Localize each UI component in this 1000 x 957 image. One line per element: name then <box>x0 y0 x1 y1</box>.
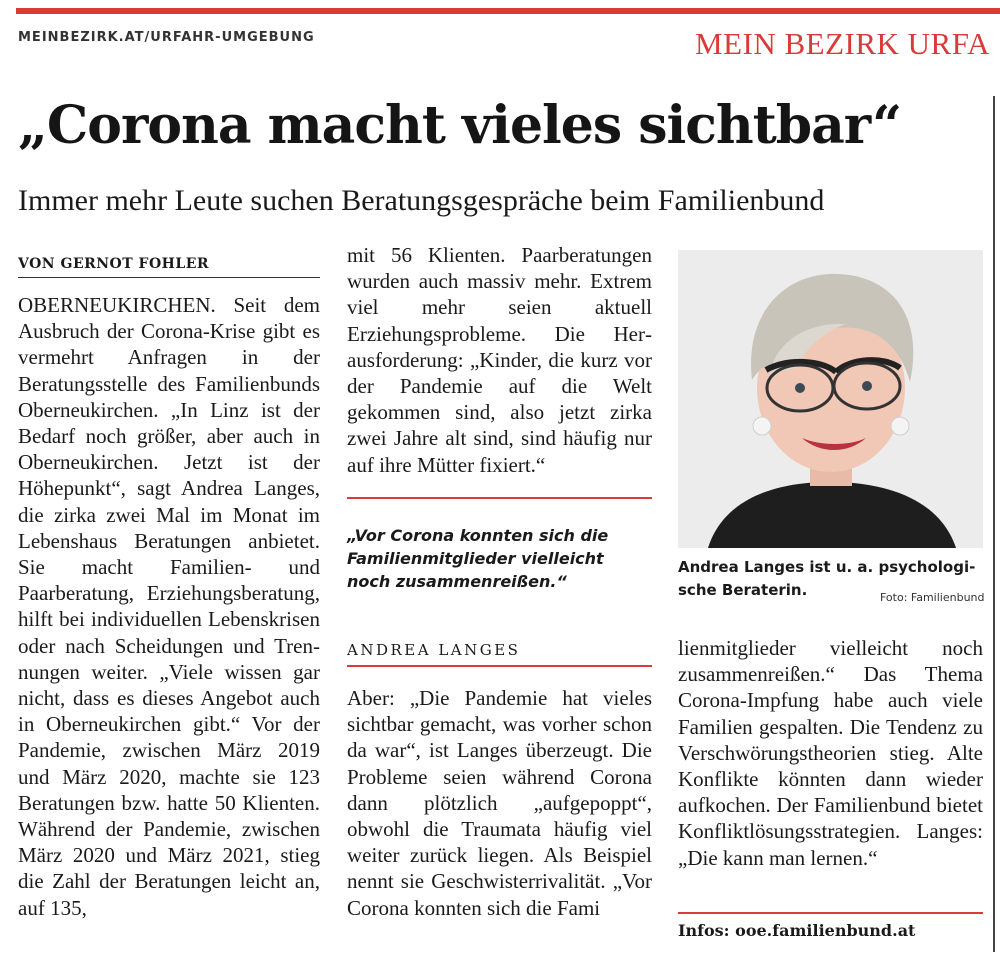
subheadline: Immer mehr Leute suchen Beratungsgespräche beim Familienbund <box>18 184 825 217</box>
site-url: MEINBEZIRK.AT/URFAHR-UMGEBUNG <box>18 30 315 45</box>
byline-divider <box>18 277 320 278</box>
byline: VON GERNOT FOHLER <box>18 256 210 272</box>
pull-quote-author: ANDREA LANGES <box>347 641 521 659</box>
article-column-2-top <box>347 242 652 478</box>
top-accent-bar <box>16 8 1000 14</box>
info-rule <box>678 912 983 914</box>
photo-caption: Andrea Langes ist u. a. psychologische Beraterin. <box>678 558 976 599</box>
page-edge-rule <box>993 96 995 952</box>
portrait-illustration <box>678 250 983 548</box>
body-text: OBERNEUKIRCHEN. Seit dem Ausbruch der Corona-Krise gibt es vermehrt Anfragen in der Beratungsstelle des Familienbunds Oberneukirchen. „In Linz ist der Bedarf noch größer, aber auch in Oberneukirchen. Jetzt ist der Höhepunkt“, sagt Andrea Langes, die zirka zwei Mal im Monat im Lebenshaus Beratungen anbietet. Sie macht Familien- und Paarberatung, Erziehungsberatung, hilft bei individuellen Lebenskrisen oder nach Scheidungen und Trennungen weiter. „Viele wissen gar nicht, dass es dieses Angebot auch in Oberneukirchen gibt.“ Vor der Pandemie, zwischen März 2019 und März 2020, machte sie 123 Beratungen bzw. hatte 50 Klienten. Während der Pandemie, zwischen März 2020 und März 2021, stieg die Zahl der Beratungen leicht an, auf 135, <box>18 293 320 920</box>
body-text: mit 56 Klienten. Paarberatungen wurden auch massiv mehr. Extrem viel mehr seien aktuell Erziehungsprobleme. Die Herausforderung: „Kinder, die kurz vor der Pandemie auf die Welt gekommen sind, also jetzt zirka zwei Jahre alt sind, sind häufig nur auf ihre Mütter fixiert.“ <box>347 243 652 477</box>
body-text: Aber: „Die Pandemie hat vieles sichtbar gemacht, was vorher schon da war“, ist Langes überzeugt. Die Probleme seien während Corona dann plötzlich „aufgepoppt“, obwohl die Traumata häufig viel weiter zurück liegen. Als Beispiel nennt sie Geschwisterrivalität. „Vor Corona konnten sich die Fami <box>347 686 652 920</box>
info-link[interactable]: Infos: ooe.familienbund.at <box>678 921 916 940</box>
article-column-2-bottom <box>347 685 652 921</box>
article-column-3 <box>678 635 983 871</box>
portrait-photo <box>678 250 983 548</box>
headline: „Corona macht vieles sichtbar“ <box>18 95 902 156</box>
article-column-1 <box>18 292 320 921</box>
body-text: lienmitglieder vielleicht noch zusammenreißen.“ Das Thema Corona-Impfung habe auch viele Familien gespalten. Die Tendenz zu Verschwörungstheorien stieg. Alte Konflikte könnten dann wieder aufkochen. Der Familienbund bietet Konfliktlösungsstrategien. Langes: „Die kann man lernen.“ <box>678 636 983 870</box>
quote-top-rule <box>347 497 652 499</box>
pull-quote: „Vor Corona konnten sich die Familienmitglieder vielleicht noch zusammenreißen.“ <box>347 526 609 591</box>
quote-bottom-rule <box>347 665 652 667</box>
photo-credit: Foto: Familienbund <box>880 591 985 604</box>
masthead: MEIN BEZIRK URFA <box>695 26 991 61</box>
